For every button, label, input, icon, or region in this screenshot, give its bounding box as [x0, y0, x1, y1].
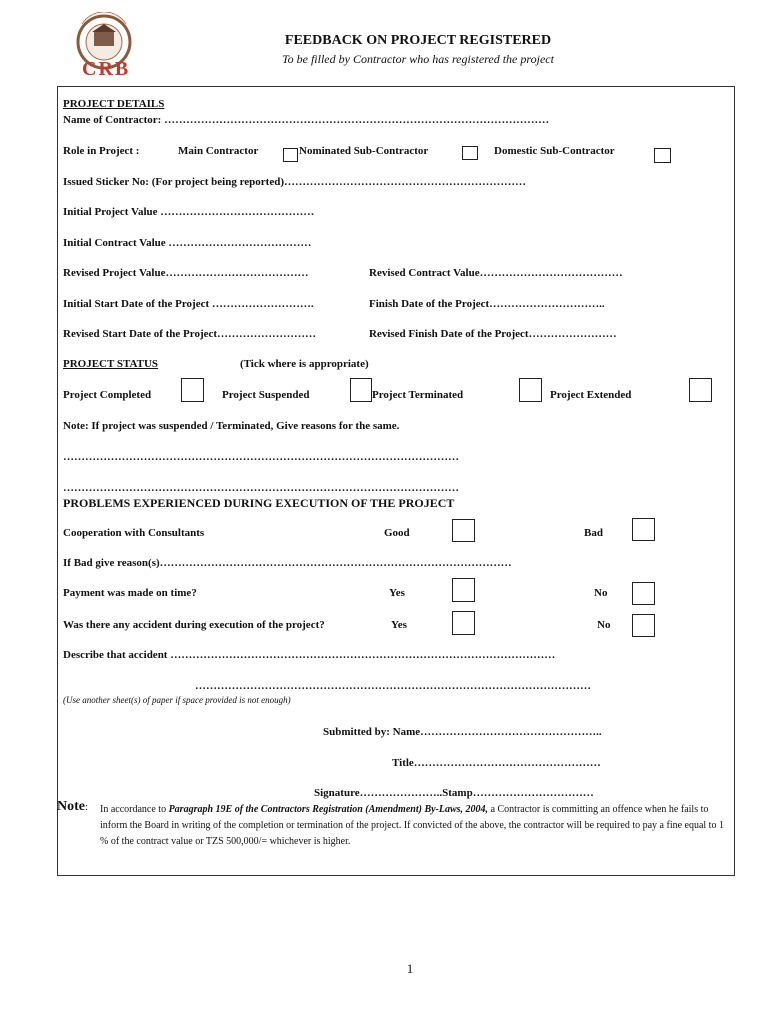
cooperation-label: Cooperation with Consultants — [63, 527, 205, 539]
issued-sticker-field[interactable]: Issued Sticker No: (For project being reported)………………………………………………………… — [63, 176, 526, 188]
finish-date-field[interactable]: Finish Date of the Project………………………….. — [369, 298, 605, 310]
problems-heading: PROBLEMS EXPERIENCED DURING EXECUTION OF THE PROJECT — [63, 496, 455, 510]
accident-no-label: No — [597, 619, 611, 631]
initial-project-value-field[interactable]: Initial Project Value …………………………………… — [63, 206, 315, 218]
status-reason-note: Note: If project was suspended / Terminated, Give reasons for the same. — [63, 420, 400, 432]
name-of-contractor-field[interactable]: Name of Contractor: …………………………………………………………………………………………… — [63, 114, 550, 126]
status-completed-checkbox[interactable] — [181, 378, 204, 402]
describe-accident-field[interactable]: Describe that accident …………………………………………………………………………………………… — [63, 649, 556, 661]
accident-yes-checkbox[interactable] — [452, 611, 475, 635]
revised-finish-date-field[interactable]: Revised Finish Date of the Project…………………… — [369, 328, 617, 340]
form-subtitle: To be filled by Contractor who has registered the project — [282, 52, 554, 66]
cooperation-bad-checkbox[interactable] — [632, 518, 655, 541]
status-extended-checkbox[interactable] — [689, 378, 712, 402]
if-bad-reason-field[interactable]: If Bad give reason(s)…………………………………………………………………………………… — [63, 557, 512, 569]
note-text: In accordance to Paragraph 19E of the Contractors Registration (Amendment) By-Laws, 2004, a Contractor is committing an offence when he fails to inform the Board in writing of the completion or termination of the project. If convicted of the above, the contractor will be required to pay a fine equal to 1 % of the contract value or TZS 500,000/= whichever is higher. — [100, 804, 724, 847]
form-title: FEEDBACK ON PROJECT REGISTERED — [284, 33, 552, 48]
cooperation-good-checkbox[interactable] — [452, 519, 475, 542]
accident-yes-label: Yes — [391, 619, 407, 631]
status-suspended-label: Project Suspended — [222, 389, 310, 401]
status-reason-line-2[interactable]: ……………………………………………………………………………………………… — [63, 482, 459, 494]
accident-label: Was there any accident during execution of the project? — [63, 619, 325, 631]
revised-start-date-field[interactable]: Revised Start Date of the Project……………………… — [63, 328, 317, 340]
project-status-instruction: (Tick where is appropriate) — [240, 358, 369, 370]
payment-yes-checkbox[interactable] — [452, 578, 475, 602]
revised-project-value-field[interactable]: Revised Project Value………………………………… — [63, 267, 309, 279]
role-label: Role in Project : — [63, 145, 140, 157]
cooperation-bad-label: Bad — [584, 527, 603, 539]
page-number: 1 — [406, 961, 414, 976]
payment-no-label: No — [594, 587, 608, 599]
status-extended-label: Project Extended — [550, 389, 632, 401]
use-another-sheet-note: (Use another sheet(s) of paper if space provided is not enough) — [63, 695, 291, 705]
role-domestic-checkbox[interactable] — [654, 148, 671, 163]
project-details-heading: PROJECT DETAILS — [63, 98, 165, 110]
payment-yes-label: Yes — [389, 587, 405, 599]
crb-logo-text: CRB — [82, 58, 131, 80]
role-main-label: Main Contractor — [178, 145, 259, 157]
project-status-heading: PROJECT STATUS — [63, 358, 159, 370]
role-nominated-label: Nominated Sub-Contractor — [299, 145, 429, 157]
payment-no-checkbox[interactable] — [632, 582, 655, 605]
submitted-by-name-field[interactable]: Submitted by: Name………………………………………….. — [323, 726, 602, 738]
role-nominated-checkbox[interactable] — [462, 146, 478, 160]
status-terminated-label: Project Terminated — [372, 389, 464, 401]
signature-stamp-field[interactable]: Signature…………………..Stamp…………………………… — [314, 787, 594, 799]
status-terminated-checkbox[interactable] — [519, 378, 542, 402]
role-main-checkbox[interactable] — [283, 148, 298, 162]
status-completed-label: Project Completed — [63, 389, 152, 401]
cooperation-good-label: Good — [384, 527, 410, 539]
status-suspended-checkbox[interactable] — [350, 378, 372, 402]
role-domestic-label: Domestic Sub-Contractor — [494, 145, 615, 157]
status-reason-line-1[interactable]: ……………………………………………………………………………………………… — [63, 451, 459, 463]
submitted-title-field[interactable]: Title…………………………………………… — [392, 757, 601, 769]
initial-start-date-field[interactable]: Initial Start Date of the Project ………………………. — [63, 298, 314, 310]
note-label: Note: — [57, 799, 89, 814]
describe-accident-line-2[interactable]: ……………………………………………………………………………………………… — [195, 680, 591, 692]
payment-label: Payment was made on time? — [63, 587, 197, 599]
initial-contract-value-field[interactable]: Initial Contract Value ………………………………… — [63, 237, 312, 249]
revised-contract-value-field[interactable]: Revised Contract Value………………………………… — [369, 267, 623, 279]
accident-no-checkbox[interactable] — [632, 614, 655, 637]
